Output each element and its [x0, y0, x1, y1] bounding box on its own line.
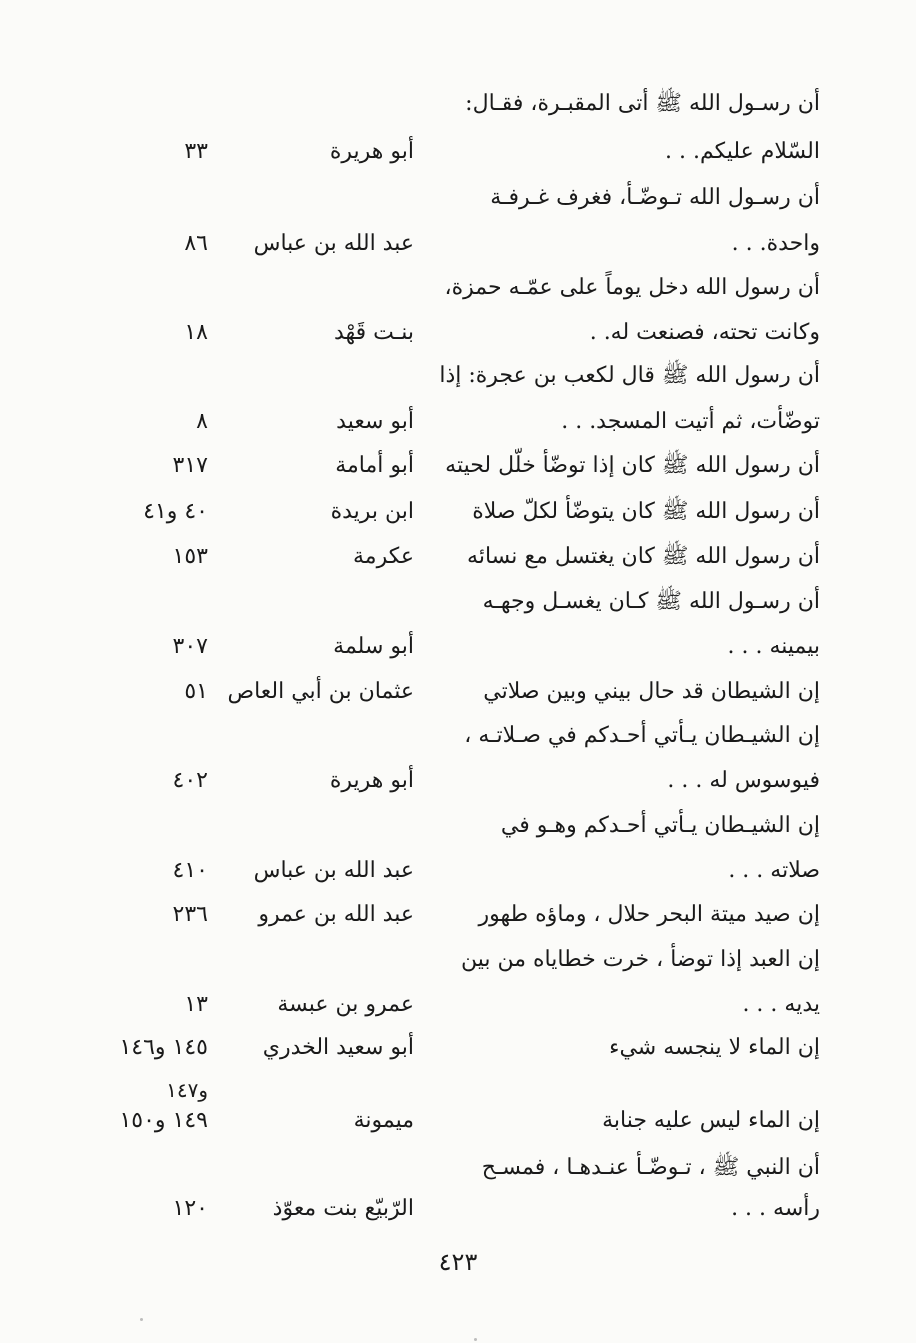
page-reference: ٣٣ [184, 139, 208, 164]
narrator-name: الرّبيّع بنت معوّذ [272, 1196, 414, 1221]
page-reference: ١٨ [184, 320, 208, 345]
index-row [0, 849, 916, 893]
index-row [0, 400, 916, 444]
narrator-name: ابن بريدة [330, 499, 414, 524]
index-row [0, 222, 916, 266]
index-row [0, 938, 916, 982]
narrator-name: أبو هريرة [329, 768, 414, 793]
narrator-name: أبو سعيد [336, 409, 414, 434]
index-row [0, 1146, 916, 1190]
hadith-text: توضّأت، ثم أتيت المسجد. . . [561, 409, 820, 434]
narrator-name: أبو أمامة [335, 453, 414, 478]
hadith-text: أن رسـول الله ﷺ كـان يغسـل وجهـه [482, 589, 820, 614]
narrator-name: أبو سعيد الخدري [262, 1035, 414, 1060]
page-reference: ١٤٩ و١٥٠ [119, 1108, 208, 1133]
page-reference: ٢٣٦ [172, 902, 208, 927]
index-row [0, 893, 916, 937]
hadith-text: أن النبي ﷺ ، تـوضّـأ عنـدهـا ، فمسـح [481, 1155, 820, 1180]
index-row [0, 1026, 916, 1070]
index-row [0, 490, 916, 534]
narrator-name: ميمونة [353, 1108, 414, 1133]
narrator-name: عكرمة [353, 544, 414, 569]
index-row [0, 311, 916, 355]
narrator-name: عثمان بن أبي العاص [227, 679, 414, 704]
index-row [0, 444, 916, 488]
index-row [0, 983, 916, 1027]
hadith-text: يديه . . . [742, 992, 820, 1017]
narrator-name: عمرو بن عبسة [277, 992, 414, 1017]
hadith-text: فيوسوس له . . . [667, 768, 820, 793]
scan-speck [474, 1338, 477, 1341]
index-row [0, 354, 916, 398]
index-row [0, 670, 916, 714]
page-reference: ٣٠٧ [172, 634, 208, 659]
narrator-name: بنـت قَهْد [333, 320, 414, 345]
index-row [0, 759, 916, 803]
index-row [0, 714, 916, 758]
page-reference: ٨ [196, 409, 208, 434]
page-reference: ٣١٧ [172, 453, 208, 478]
index-row [0, 266, 916, 310]
index-row [0, 1099, 916, 1143]
index-row [0, 804, 916, 848]
page-reference: ١٢٠ [172, 1196, 208, 1221]
page-reference: ١٥٣ [172, 544, 208, 569]
narrator-name: عبد الله بن عمرو [258, 902, 414, 927]
hadith-text: إن الشيطان قد حال بيني وبين صلاتي [483, 679, 820, 704]
page-reference: ١٣ [184, 992, 208, 1017]
page-reference: و١٤٧ [166, 1078, 208, 1102]
hadith-text: رأسه . . . [731, 1196, 820, 1221]
page-reference: ١٤٥ و١٤٦ [119, 1035, 208, 1060]
index-row [0, 1187, 916, 1231]
hadith-text: إن الشيـطان يـأتي أحـدكم وهـو في [500, 813, 820, 838]
hadith-text: إن الماء لا ينجسه شيء [609, 1035, 820, 1060]
narrator-name: أبو هريرة [329, 139, 414, 164]
scan-speck [140, 1318, 143, 1321]
hadith-text: أن رسول الله ﷺ كان إذا توضّأ خلّل لحيته [445, 453, 820, 478]
index-row [0, 535, 916, 579]
hadith-text: إن الشيـطان يـأتي أحـدكم في صـلاتـه ، [464, 723, 820, 748]
hadith-text: وكانت تحته، فصنعت له. . [589, 320, 820, 345]
index-row [0, 82, 916, 126]
hadith-text: إن صيد ميتة البحر حلال ، وماؤه طهور [478, 902, 820, 927]
hadith-text: أن رسـول الله ﷺ أتى المقبـرة، فقـال: [465, 91, 820, 116]
page-reference: ٥١ [184, 679, 208, 704]
page-reference: ٤١٠ [172, 858, 208, 883]
hadith-text: صلاته . . . [728, 858, 820, 883]
index-row [0, 625, 916, 669]
hadith-text: أن رسول الله ﷺ كان يتوضّأ لكلّ صلاة [472, 499, 820, 524]
hadith-text: أن رسول الله دخل يوماً على عمّـه حمزة، [444, 275, 820, 300]
page-reference: ٤٠ و٤١ [143, 499, 208, 524]
hadith-text: إن العبد إذا توضأ ، خرت خطاياه من بين [460, 947, 820, 972]
narrator-name: عبد الله بن عباس [253, 231, 414, 256]
index-row [0, 176, 916, 220]
index-row [0, 130, 916, 174]
hadith-text: أن رسـول الله تـوضّـأ، فغرف غـرفـة [490, 185, 820, 210]
page-reference: ٤٠٢ [172, 768, 208, 793]
index-row [0, 580, 916, 624]
narrator-name: أبو سلمة [333, 634, 414, 659]
hadith-text: بيمينه . . . [727, 634, 820, 659]
hadith-text: واحدة. . . [731, 231, 820, 256]
hadith-text: السّلام عليكم. . . [665, 139, 820, 164]
page-reference: ٨٦ [184, 231, 208, 256]
narrator-name: عبد الله بن عباس [253, 858, 414, 883]
page-number: ٤٢٣ [438, 1248, 478, 1276]
hadith-text: أن رسول الله ﷺ قال لكعب بن عجرة: إذا [439, 363, 820, 388]
hadith-text: إن الماء ليس عليه جنابة [602, 1108, 820, 1133]
hadith-text: أن رسول الله ﷺ كان يغتسل مع نسائه [467, 544, 820, 569]
